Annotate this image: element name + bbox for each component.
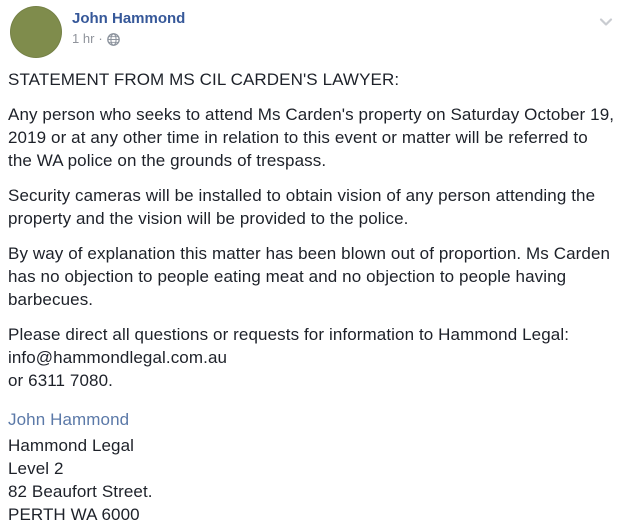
signature-city: PERTH WA 6000 [8, 505, 140, 522]
meta-separator: · [98, 31, 103, 46]
signature-block [8, 434, 616, 522]
signature-author-link[interactable]: John Hammond [8, 410, 130, 429]
contact-line-intro: Please direct all questions or requests for information to Hammond Legal: [8, 325, 570, 344]
post-paragraph-trespass: Any person who seeks to attend Ms Carden's property on Saturday October 19, 2019 or at any other time in relation to this event or matter will be referred to the WA police on the grounds of trespass. [8, 105, 615, 170]
post-paragraph-contact [8, 323, 616, 392]
post-meta [72, 31, 185, 47]
signature-street: 82 Beaufort Street. [8, 482, 153, 501]
author-name-link[interactable]: John Hammond [72, 10, 186, 27]
post-header [7, 4, 620, 62]
post-paragraph-cameras: Security cameras will be installed to obtain vision of any person attending the property and the vision will be provided to the police. [8, 186, 596, 228]
post-body [7, 62, 620, 522]
contact-phone: or 6311 7080. [8, 371, 113, 390]
header-text [72, 6, 185, 47]
chevron-down-icon[interactable] [596, 12, 616, 32]
post-paragraph-explanation: By way of explanation this matter has been blown out of proportion. Ms Carden has no objection to people eating meat and no objection to people having barbecues. [8, 244, 611, 309]
timestamp[interactable]: 1 hr [72, 31, 95, 46]
signature-level: Level 2 [8, 459, 64, 478]
contact-email: info@hammondlegal.com.au [8, 348, 228, 367]
avatar[interactable] [10, 6, 62, 58]
post-paragraph-statement: STATEMENT FROM MS CIL CARDEN'S LAWYER: [8, 70, 400, 89]
globe-icon [107, 33, 120, 46]
signature-firm: Hammond Legal [8, 436, 135, 455]
